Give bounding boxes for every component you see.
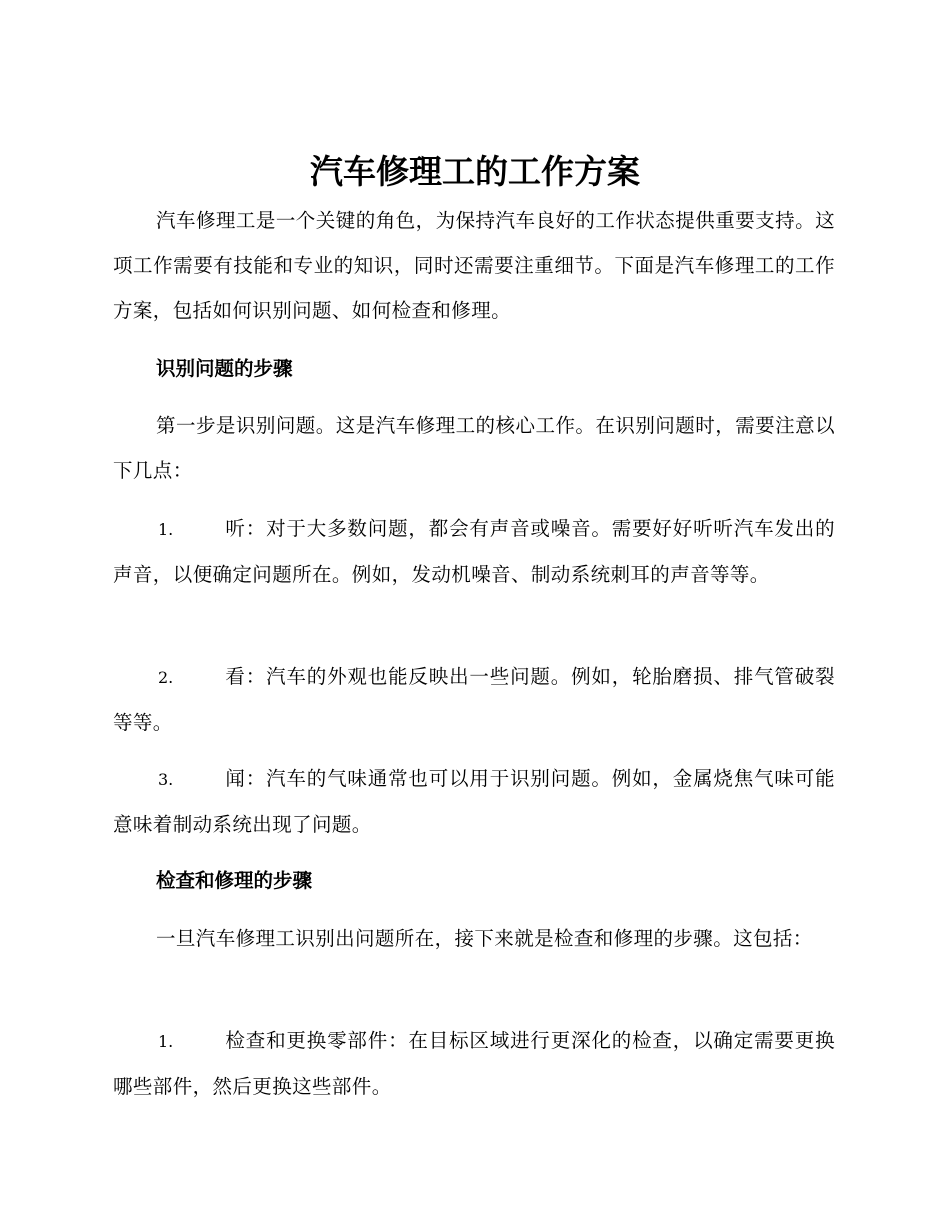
list-item bbox=[113, 506, 835, 597]
list-item bbox=[113, 654, 835, 745]
list-item-number: 1. bbox=[158, 1032, 174, 1051]
list-item bbox=[113, 1018, 835, 1109]
document-title: 汽车修理工的工作方案 bbox=[310, 152, 640, 191]
section-heading-repair: 检查和修理的步骤 bbox=[156, 869, 313, 892]
section-heading-identify: 识别问题的步骤 bbox=[156, 357, 293, 380]
intro-paragraph: 汽车修理工是一个关键的角色，为保持汽车良好的工作状态提供重要支持。这项工作需要有技能和专业的知识，同时还需要注重细节。下面是汽车修理工的工作方案，包括如何识别问题、如何检查和修理。 bbox=[113, 209, 835, 322]
list-item-text: 闻：汽车的气味通常也可以用于识别问题。例如，金属烧焦气味可能意味着制动系统出现了问题。 bbox=[113, 767, 835, 836]
list-item bbox=[113, 756, 835, 847]
section-paragraph-repair: 一旦汽车修理工识别出问题所在，接下来就是检查和修理的步骤。这包括： bbox=[156, 927, 813, 950]
list-item-number: 3. bbox=[158, 770, 174, 789]
list-item-number: 1. bbox=[158, 520, 174, 539]
list-item-text: 听：对于大多数问题，都会有声音或噪音。需要好好听听汽车发出的声音，以便确定问题所在。例如，发动机噪音、制动系统刺耳的声音等等。 bbox=[113, 517, 835, 586]
list-item-text: 检查和更换零部件：在目标区域进行更深化的检查，以确定需要更换哪些部件，然后更换这些部件。 bbox=[113, 1029, 835, 1098]
section-paragraph-identify: 第一步是识别问题。这是汽车修理工的核心工作。在识别问题时，需要注意以下几点： bbox=[113, 414, 835, 482]
list-item-text: 看：汽车的外观也能反映出一些问题。例如，轮胎磨损、排气管破裂等等。 bbox=[113, 665, 835, 734]
list-item-number: 2. bbox=[158, 668, 174, 687]
